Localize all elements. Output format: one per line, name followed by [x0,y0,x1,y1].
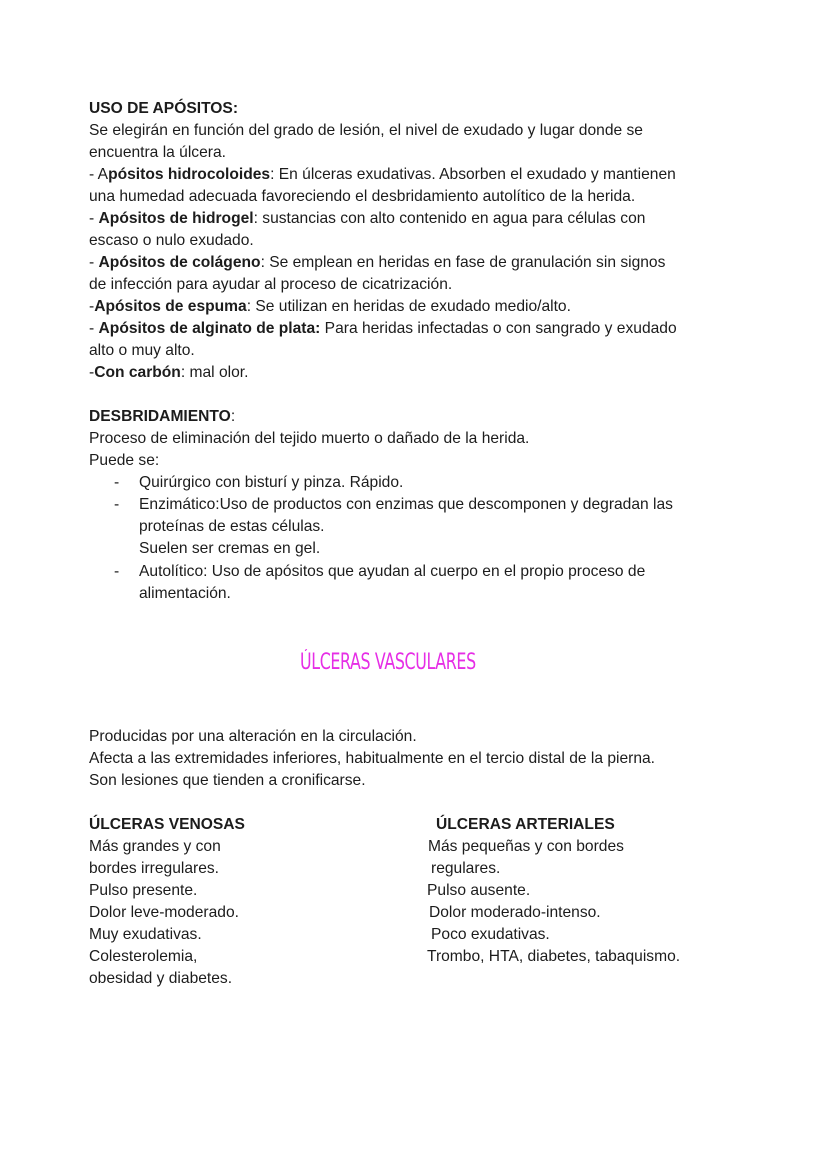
hidrocoloides-prefix: - A [89,166,109,183]
venosas-line-5: Muy exudativas. [89,926,202,943]
alginato-text: Para heridas infectadas o con sangrado y exudado [320,320,677,337]
alginato-line-2: alto o muy alto. [89,342,195,359]
bullet-enzimatico-line-1: Enzimático:Uso de productos con enzimas que descomponen y degradan las [139,496,673,513]
bullet-dash-quirurgico: - [114,474,120,491]
bullet-autolitico-line-1: Autolítico: Uso de apósitos que ayudan al cuerpo en el propio proceso de [139,563,646,580]
desbridamiento-definition: Proceso de eliminación del tejido muerto o dañado de la herida. [89,430,530,447]
hidrogel-prefix: - [89,210,99,227]
venosas-line-6: Colesterolemia, [89,948,198,965]
desbridamiento-title: DESBRIDAMIENTO [89,408,231,425]
alginato-prefix: - [89,320,99,337]
apositos-intro-line-1: Se elegirán en función del grado de lesión, el nivel de exudado y lugar donde se [89,122,643,139]
desbridamiento-puede: Puede se: [89,452,160,469]
bullet-quirurgico: Quirúrgico con bisturí y pinza. Rápido. [139,474,404,491]
venosas-line-1: Más grandes y con [89,838,221,855]
colageno-line-2: de infección para ayudar al proceso de cicatrización. [89,276,453,293]
desbridamiento-colon: : [230,408,236,425]
espuma-term: Apósitos de espuma [94,298,247,315]
vasculares-paragraph-2: Afecta a las extremidades inferiores, habitualmente en el tercio distal de la pierna. [89,750,656,767]
espuma-item [89,296,571,318]
hidrogel-term: Apósitos de hidrogel [98,210,254,227]
hidrogel-item [89,208,645,230]
colageno-term: Apósitos de colágeno [98,254,261,271]
carbon-text: : mal olor. [180,364,249,381]
apositos-heading: USO DE APÓSITOS: [89,100,239,117]
hidrogel-text: : sustancias con alto contenido en agua para células con [253,210,646,227]
venosas-line-7: obesidad y diabetes. [89,970,233,987]
arteriales-line-3: Pulso ausente. [427,882,531,899]
hidrogel-line-2: escaso o nulo exudado. [89,232,254,249]
hidrocoloides-term: pósitos hidrocoloides [108,166,271,183]
bullet-enzimatico-line-2: proteínas de estas células. [139,518,325,535]
venosas-heading: ÚLCERAS VENOSAS [89,816,245,833]
bullet-dash-enzimatico: - [114,496,120,513]
arteriales-line-6: Trombo, HTA, diabetes, tabaquismo. [427,948,681,965]
vasculares-paragraph-3: Son lesiones que tienden a cronificarse. [89,772,366,789]
espuma-text: : Se utilizan en heridas de exudado medio/alto. [246,298,571,315]
carbon-item [89,362,248,384]
desbridamiento-heading [89,406,235,428]
colageno-prefix: - [89,254,99,271]
bullet-dash-autolitico: - [114,563,120,580]
arteriales-line-4: Dolor moderado-intenso. [429,904,601,921]
vasculares-paragraph-1: Producidas por una alteración en la circulación. [89,728,417,745]
carbon-prefix: - [89,364,95,381]
arteriales-line-5: Poco exudativas. [431,926,550,943]
arteriales-line-1: Más pequeñas y con bordes [428,838,624,855]
espuma-prefix: - [89,298,95,315]
bullet-enzimatico-line-3: Suelen ser cremas en gel. [139,540,321,557]
venosas-line-3: Pulso presente. [89,882,198,899]
arteriales-heading: ÚLCERAS ARTERIALES [436,816,615,833]
venosas-line-2: bordes irregulares. [89,860,220,877]
venosas-line-4: Dolor leve-moderado. [89,904,239,921]
hidrocoloides-item [89,164,676,186]
ulceras-vasculares-title: ÚLCERAS VASCULARES [300,650,476,675]
colageno-text: : Se emplean en heridas en fase de granulación sin signos [260,254,666,271]
alginato-term: Apósitos de alginato de plata: [98,320,321,337]
apositos-intro-line-2: encuentra la úlcera. [89,144,226,161]
colageno-item [89,252,665,274]
carbon-term: Con carbón [94,364,181,381]
arteriales-line-2: regulares. [431,860,501,877]
bullet-autolitico-line-2: alimentación. [139,585,231,602]
alginato-item [89,318,677,340]
hidrocoloides-text: : En úlceras exudativas. Absorben el exudado y mantienen [270,166,676,183]
hidrocoloides-line-2: una humedad adecuada favoreciendo el desbridamiento autolítico de la herida. [89,188,636,205]
